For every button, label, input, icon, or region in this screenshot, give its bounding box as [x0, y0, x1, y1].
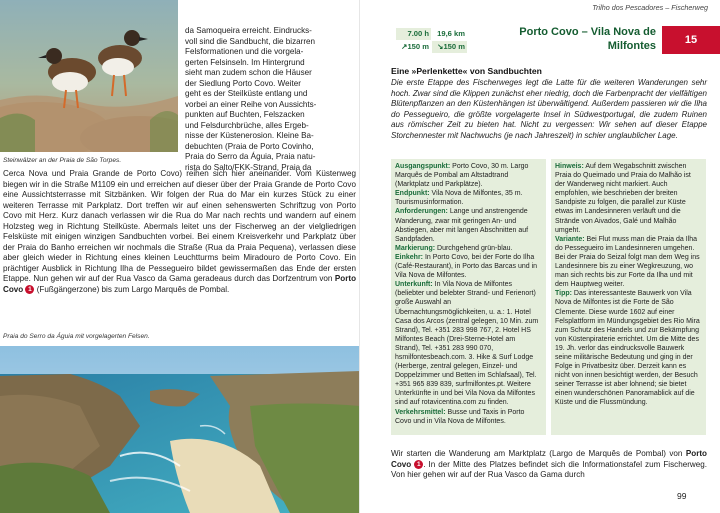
- photo2-caption: Praia do Serro da Águia mit vorgelagerten Felsen.: [3, 333, 150, 340]
- tour-title-line2: Milfontes: [607, 40, 656, 52]
- info-label: Hinweis:: [555, 163, 584, 170]
- col-line: gerten Felsinseln. Im Hintergrund: [185, 57, 305, 67]
- col-line: vorbei an einer Reihe von Aussichts-: [185, 99, 317, 109]
- body-text: [3, 169, 356, 295]
- coast-photo: [0, 346, 360, 513]
- col-line: nisse der Küstenerosion. Kleine Ba-: [185, 131, 314, 140]
- waypoint-badge: 1: [25, 285, 34, 294]
- info-text: In Porto Covo, bei der Forte do Ilha (Café-Restaurant), in Porto das Barcas und in Vila Nova de Milfontes.: [395, 253, 538, 280]
- col-line: debuchten (Praia de Porto Covinho,: [185, 141, 314, 151]
- descent: ↘150 m: [432, 41, 467, 53]
- col-line: Praia do Serro da Águia, Praia natu-: [185, 152, 316, 161]
- info-entry: [395, 162, 542, 189]
- body-end: (Fußgängerzone) bis zum Largo Marquês de Pombal.: [36, 284, 230, 294]
- turnstones-image: [0, 0, 178, 152]
- info-entry: [555, 162, 702, 235]
- body-paragraph: Cerca Nova und Praia Grande de Porto Covo) reihen sich hier aneinander. Vom Küstenweg biegen wir in die Straße M1109 ein und erreichen auf dieser über der Praia Grande de Porto Covo eine Aussichtsterrasse mit Sitzbänken. Wir folgen der Rua do Mar ein kurzes Stück zu einer weiteren Terrasse mit Parkplatz. Dort treffen wir auf einen sehenswerten Schriftzug von Porto Covo mit Herz. Kurz danach verlassen wir die Rua do Mar nach rechts und wandern auf einem Holzsteg weg in Richtung Steilküste. Abermals leitet uns der Fischerweg an der vielgliedrigen Felsküste mit einigen winzigen Sandbuchten vorbei. Bei einem Kreisverkehr und Parkplatz über der Praia do Banho erreichen wir nochmals die Straße (Rua da Praia Pequena), verlassen diese aber gleich wieder in Richtung eines kleinen Leuchtturms beim Miradouro de Porto Covo. Ein prächtiger Ausblick in Richtung Ilha de Pessegueiro bildet gewissermaßen das Ende der ersten Etappe. Nun gehen wir auf der Rua Vasco da Gama geradeaus durch das Dorfzentrum von: [3, 169, 356, 283]
- info-label: Variante:: [555, 235, 585, 243]
- info-label: Tipp:: [555, 290, 572, 298]
- running-head: Trilho dos Pescadores – Fischerweg: [592, 3, 708, 12]
- col-line: sieht man zudem schon die Häuser: [185, 68, 312, 77]
- tour-number-badge: 15: [662, 26, 720, 54]
- info-text: Durchgehend grün-blau.: [435, 244, 513, 252]
- route-text-rest: . In der Mitte des Platzes befindet sich die Informationstafel zum Fischerweg. Von hier gehen wir auf der Rua Vasco da Gama durch: [391, 459, 707, 479]
- col-line: der Siedlung Porto Covo. Weiter: [185, 78, 301, 88]
- col-line: da Samoqueira erreicht. Eindrucks-: [185, 26, 312, 35]
- ascent: ↗150 m: [401, 42, 429, 51]
- col-line: punkten auf Buchten, Felszacken: [185, 110, 305, 119]
- place-porto-covo: Porto Covo: [391, 449, 707, 469]
- info-entry: [395, 244, 542, 253]
- col-line: und Felsdurchbrüche, alles Ergeb-: [185, 120, 309, 130]
- waypoint-badge: 1: [414, 460, 423, 469]
- info-label: Ausgangspunkt:: [395, 163, 451, 170]
- info-label: Unterkunft:: [395, 281, 433, 289]
- coast-image: [0, 346, 360, 513]
- info-label: Endpunkt:: [395, 190, 430, 198]
- info-text: Porto Covo, 30 m. Largo Marquês de Pombal am Altstadtrand (Marktplatz und Parkplätze).: [395, 163, 529, 189]
- info-text: Lange und anstrengende Wanderung, zwar mit geringen An- und Abstiegen, aber mit langen Abschnitten auf Sandpfaden.: [395, 208, 529, 243]
- turnstones-photo: [0, 0, 178, 152]
- route-description: [391, 449, 707, 481]
- text-column-right-of-photo: [185, 26, 353, 173]
- col-line: rista do Salto/FKK-Strand, Praia da: [185, 162, 312, 172]
- info-entry: [395, 189, 542, 207]
- tour-title: [474, 25, 656, 53]
- info-box-right: [551, 159, 706, 435]
- info-box-left: [391, 159, 546, 435]
- info-text: Bei Flut muss man die Praia da Ilha do Pessegueiro im Landesinneren umgehen. Bei der Praia do Seizal folgt man dem Weg ins Landesinnere bis zu einer Wegkreuzung, wo man sich rechts bis zur Forte da Ilha und mit dem Hauptweg weiter.: [555, 235, 700, 289]
- intro-text: Die erste Etappe des Fischerweges legt die Latte für die weiteren Wanderungen sehr hoch. Zwar sind die Klippen zunächst eher niedrig, doch die Farbenpracht der vielfältigen Blütenpflanzen an den Küstenhängen ist überwältigend. Außerdem passieren wir die Ilha do Pessegueiro, die größte vorgelagerte Insel in Südwestportugal, die zudem Ruinen aus römischer Zeit zu bieten hat. Nicht zu vergessen: Wir sehen auf dieser Etappe Storchennester mit Nachwuchs (je nach Jahreszeit) in schier unglaublicher Lage.: [391, 78, 707, 140]
- col-line: voll sind die Sandbucht, die bizarren: [185, 36, 316, 46]
- info-label: Verkehrsmittel:: [395, 408, 446, 416]
- info-text: Busse und Taxis in Porto Covo und in Vila Nova de Milfontes.: [395, 408, 525, 425]
- info-label: Anforderungen:: [395, 208, 448, 216]
- info-entry: [395, 207, 542, 243]
- info-text: Auf dem Wegabschnitt zwischen Praia do Queimado und Praia do Malhão ist der Wanderweg nicht markiert. Auch empfohlen, wie beschrieben der breiten Sandpiste zu folgen, die parallel zur Küste etwas im Landesinneren verläuft und die Strände von Aivados, Galé und Malhão umgeht.: [555, 163, 691, 234]
- photo1-caption: Steinwälzer an der Praia de São Torpes.: [3, 157, 122, 164]
- route-text-start: Wir starten die Wanderung am Marktplatz (Largo de Marquês de Pombal) von: [391, 449, 683, 458]
- page-gutter: [359, 0, 360, 513]
- col-line: Felsformationen und die vorgela-: [185, 47, 304, 56]
- tour-title-line1: Porto Covo – Vila Nova de: [519, 26, 656, 38]
- info-label: Markierung:: [395, 244, 436, 252]
- place-porto-covo: Porto Covo: [3, 274, 357, 294]
- info-label: Einkehr:: [395, 253, 424, 261]
- info-entry: [555, 235, 702, 290]
- info-text: Das interessanteste Bauwerk von Vila Nova de Milfontes ist die Forte de São Clemente. Diese wurde 1602 auf einer Felsplattform im Mündungsgebiet des Rio Mira zum Schutz des Handels und zur Bekämpfung von Küstenpiraterie errichtet. Um die Mitte des 19. Jh. verlor das eindrucksvolle Bauwerk seine militärische Bedeutung und ging in der Folge in Privatbesitz über. Derzeit kann es nicht von innen besichtigt werden, der Besuch seiner Terrasse ist aber lohnend; sie bietet einen wunderschönen Panoramablick auf die Küste und die Flussmündung.: [555, 290, 700, 407]
- duration: 7.00 h: [396, 28, 431, 40]
- section-headline: Eine »Perlenkette« von Sandbuchten: [391, 66, 542, 76]
- info-entry: [395, 408, 542, 426]
- info-entry: [395, 253, 542, 280]
- col-line: geht es der Steilküste entlang und: [185, 89, 308, 98]
- tour-stats: [396, 27, 468, 54]
- info-entry: [555, 289, 702, 407]
- info-entry: [395, 280, 542, 407]
- distance: 19,6 km: [437, 29, 465, 38]
- info-text: Vila Nova de Milfontes, 35 m. Tourismusinformation.: [395, 190, 523, 207]
- page-number: 99: [677, 491, 687, 501]
- info-text: In Vila Nova de Milfontes (beliebter und belebter Strand- und Ferienort) große Auswahl an Übernachtungsmöglichkeiten, u. a.: 1. Hotel Casa dos Arcos (zentral gelegen, 10 Min. zum Strand), Tel. +351 283 998 767, 2. Hotel HS Milfontes Beach (Drei-Sterne-Hotel am Strand), Tel. +351 283 990 070, hsmilfontesbeach.com. 3. Hike & Surf Lodge (Herberge, zentral gelegen, Einzel- und Doppelzimmer und Betten im Schlafsaal), Tel. +351 965 839 839, surfmilfontes.pt. Weitere Unterkünfte in und bei Vila Nova da Milfontes sind auf rotavicentina.com zu finden.: [395, 281, 539, 407]
